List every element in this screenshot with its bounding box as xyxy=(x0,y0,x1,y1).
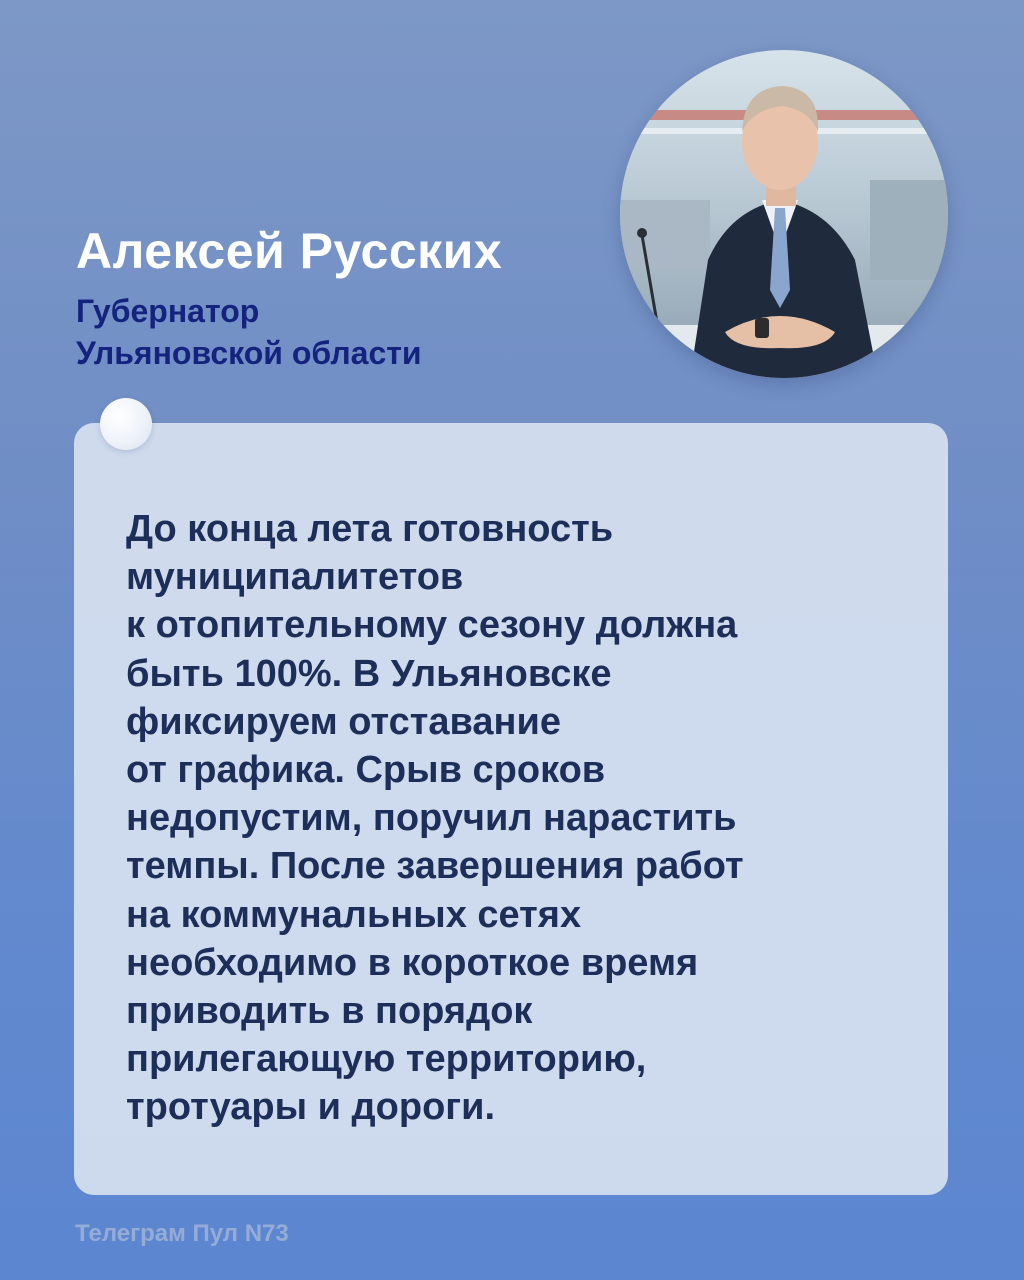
quote-line: к отопительному сезону должна xyxy=(126,604,738,647)
quote-line: тротуары и дороги. xyxy=(126,1086,496,1129)
footer-source: Телеграм Пул N73 xyxy=(75,1220,289,1247)
speaker-name: Алексей Русских xyxy=(76,223,503,279)
speaker-title xyxy=(76,290,422,374)
quote-line: недопустим, поручил нарастить xyxy=(126,797,737,840)
speaker-title-line: Ульяновской области xyxy=(76,335,422,371)
speaker-title-line: Губернатор xyxy=(76,293,260,329)
quote-marker-dot xyxy=(100,398,152,450)
quote-line: фиксируем отставание xyxy=(126,700,561,743)
quote-line: быть 100%. В Ульяновске xyxy=(126,652,612,695)
quote-line: прилегающую территорию, xyxy=(126,1038,647,1081)
quote-line: приводить в порядок xyxy=(126,990,533,1033)
quote-line: муниципалитетов xyxy=(126,556,464,599)
quote-line: на коммунальных сетях xyxy=(126,893,582,936)
quote-line: от графика. Срыв сроков xyxy=(126,749,606,792)
quote-line: темпы. После завершения работ xyxy=(126,845,744,888)
quote-line: необходимо в короткое время xyxy=(126,941,699,984)
speaker-portrait xyxy=(620,50,948,378)
quote-line: До конца лета готовность xyxy=(126,508,614,550)
quote-text xyxy=(126,505,916,1132)
